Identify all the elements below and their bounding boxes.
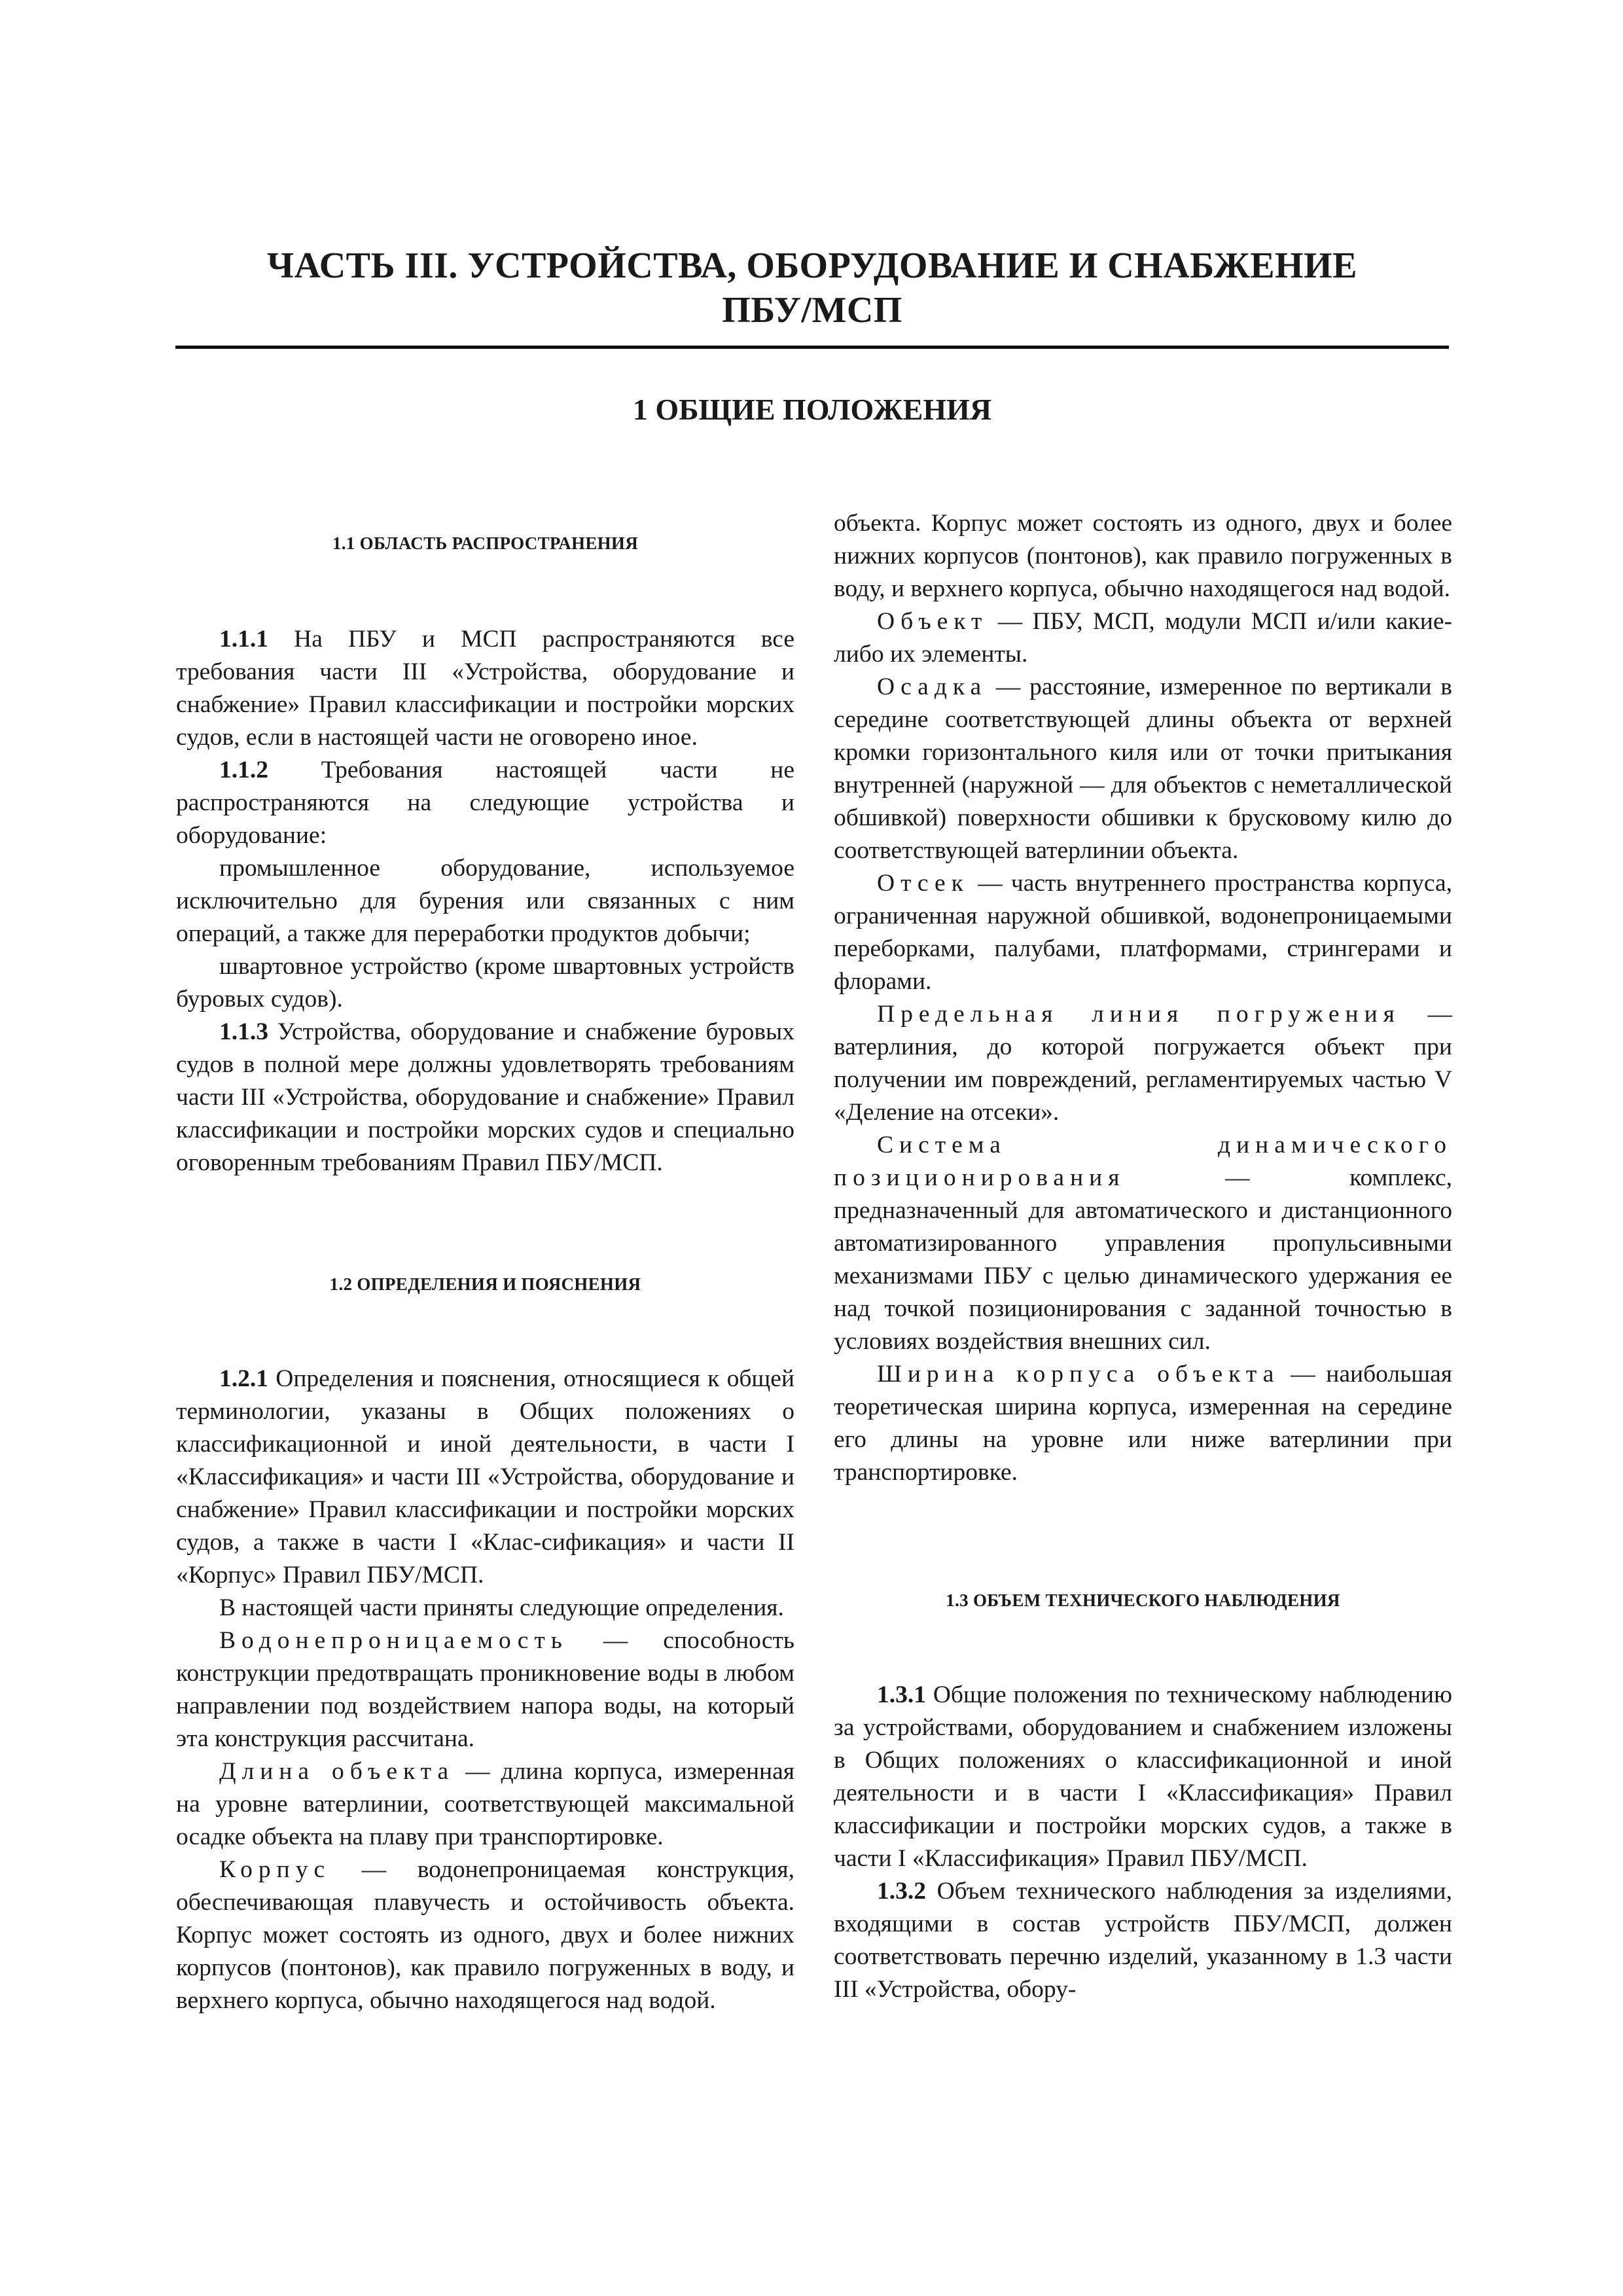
paragraph-list-item: швартовное устройство (кроме швартовных устройств буровых судов). [176,953,794,1013]
title-rule [175,346,1449,349]
definition-term: Предельная линия погружения [877,1001,1400,1028]
paragraph-1-1-1: 1.1.1 На ПБУ и МСП распространяются все требования части III «Устройства, оборудование и снабжение» Правил классификации и постройки морских судов, если в настоящей части не оговорено иное. [176,626,794,751]
definition-term: Объект [877,608,988,635]
definition-term: Ширина корпуса объекта [877,1361,1280,1388]
definition-item: Водонепроницаемость — способность конструкции предотвращать проникновение воды в любом направлении под воздействием напора воды, на который эта конструкция рассчитана. [176,1627,794,1752]
definition-item: Корпус — водонепроницаемая конструкция, обеспечивающая плавучесть и остойчивость объекта. Корпус может состоять из одного, двух и более нижних корпусов (понтонов), как правило погруженных в воду, и верхнего корпуса, обычно находящегося над водой. [176,1856,794,2014]
definition-term: Корпус [219,1856,331,1883]
definition-term: Водонепроницаемость [219,1627,568,1654]
part-title-line1: ЧАСТЬ III. УСТРОЙСТВА, ОБОРУДОВАНИЕ И СНАБЖЕНИЕ [266,245,1358,286]
paragraph-number: 1.1.2 [219,757,268,783]
paragraph-1-3-1: 1.3.1 Общие положения по техническому наблюдению за устройствами, оборудованием и снабжением изложены в Общих положениях о классификационной и иной деятельности и в части I «Классификация» Правил классификации и постройки морских судов, а также в части I «Классификация» Правил ПБУ/МСП. [834,1681,1452,1872]
paragraph-number: 1.1.1 [219,626,268,653]
chapter-title: 1 ОБЩИЕ ПОЛОЖЕНИЯ [632,393,992,426]
section-1-3-heading: 1.3 ОБЪЕМ ТЕХНИЧЕСКОГО НАБЛЮДЕНИЯ [946,1590,1340,1610]
right-column [834,507,1452,2006]
paragraph-number: 1.3.2 [877,1878,926,1905]
definition-item: Объект — ПБУ, МСП, модули МСП и/или какие-либо их элементы. [834,608,1452,668]
definition-term: Длина объекта [219,1758,455,1785]
definition-item: Отсек — часть внутреннего пространства корпуса, ограниченная наружной обшивкой, водонепроницаемыми переборками, палубами, платформами, стрингерами и флорами. [834,870,1452,995]
definition-term: Осадка [877,673,988,700]
part-title-line2: ПБУ/МСП [722,290,902,331]
left-column [176,511,794,2014]
paragraph-1-1-3: 1.1.3 Устройства, оборудование и снабжение буровых судов в полной мере должны удовлетворять требованиям части III «Устройства, оборудование и снабжение» Правил классификации и постройки морских судов и специально оговоренным требованиям Правил ПБУ/МСП. [176,1018,794,1176]
section-1-1-heading: 1.1 ОБЛАСТЬ РАСПРОСТРАНЕНИЯ [332,533,639,553]
definition-item: Система динамического позиционирования — комплекс, предназначенный для автоматического и дистанционного автоматизированного управления пропульсивными механизмами ПБУ с целью динамического удержания ее над точкой позиционирования с заданной точностью в условиях воздействия внешних сил. [834,1132,1452,1355]
paragraph-number: 1.2.1 [219,1365,268,1392]
paragraph-1-2-1: 1.2.1 Определения и пояснения, относящиеся к общей терминологии, указаны в Общих положениях о классификационной и иной деятельности, в части I «Классификация» и части III «Устройства, оборудование и снабжение» Правил классификации и постройки морских судов, а также в части I «Клас-сификация» и части II «Корпус» Правил ПБУ/МСП. [176,1365,794,1588]
paragraph-intro: В настоящей части приняты следующие определения. [219,1594,784,1621]
definition-item: Ширина корпуса объекта — наибольшая теоретическая ширина корпуса, измеренная на середине его длины на уровне или ниже ватерлинии при транспортировке. [834,1361,1452,1486]
definition-item: Осадка — расстояние, измеренное по вертикали в середине соответствующей длины объекта от верхней кромки горизонтального киля или от точки притыкания внутренней (наружной — для объектов с неметаллической обшивкой) поверхности обшивки к брусковому килю до соответствующей ватерлинии объекта. [834,673,1452,864]
definition-continued: объекта. Корпус может состоять из одного, двух и более нижних корпусов (понтонов), как правило погруженных в воду, и верхнего корпуса, обычно находящегося над водой. [834,510,1452,602]
definition-term: Система динамического позиционирования [834,1132,1452,1191]
part-title [174,243,1450,332]
paragraph-list-item: промышленное оборудование, используемое исключительно для бурения или связанных с ним операций, а также для переработки продуктов добычи; [176,855,794,947]
paragraph-1-3-2: 1.3.2 Объем технического наблюдения за изделиями, входящими в состав устройств ПБУ/МСП, должен соответствовать перечню изделий, указанному в 1.3 части III «Устройства, обору- [834,1878,1452,2003]
definition-term: Отсек [877,870,969,897]
paragraph-1-1-2: 1.1.2 Требования настоящей части не распространяются на следующие устройства и оборудование: [176,757,794,849]
paragraph-number: 1.1.3 [219,1018,268,1045]
definition-item: Предельная линия погружения — ватерлиния, до которой погружается объект при получении им повреждений, регламентируемых частью V «Деление на отсеки». [834,1001,1452,1126]
definition-item: Длина объекта — длина корпуса, измеренная на уровне ватерлинии, соответствующей максимальной осадке объекта на плаву при транспортировке. [176,1758,794,1850]
section-1-2-heading: 1.2 ОПРЕДЕЛЕНИЯ И ПОЯСНЕНИЯ [329,1274,641,1294]
paragraph-number: 1.3.1 [877,1681,926,1708]
